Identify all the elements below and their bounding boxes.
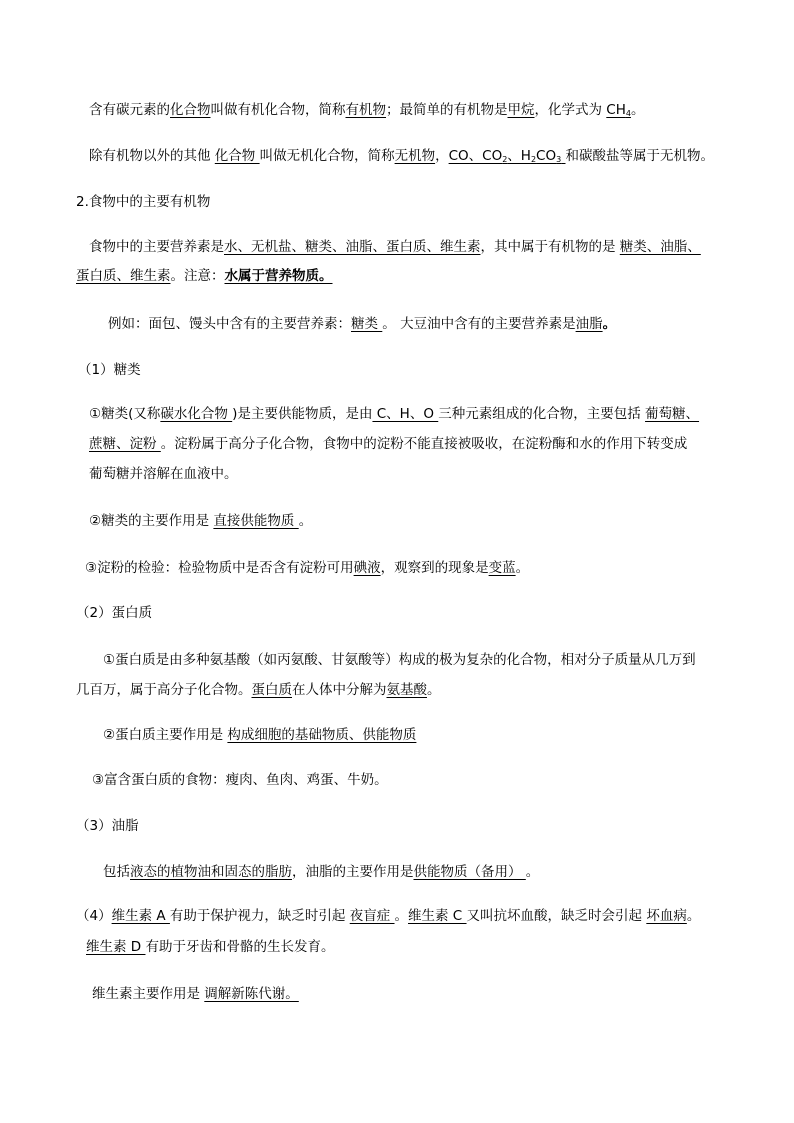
text: 又叫抗坏血酸，缺乏时会引起 bbox=[466, 908, 647, 924]
text: ③淀粉的检验：检验物质中是否含有淀粉可用 bbox=[85, 560, 354, 576]
text: 。 bbox=[427, 682, 441, 698]
text: （4） bbox=[76, 908, 112, 924]
note-bold: 水属于营养物质。 bbox=[224, 268, 333, 284]
text: 三种元素组成的化合物，主要包括 bbox=[438, 406, 646, 422]
paragraph-nutrients bbox=[89, 237, 701, 257]
answer-blank: 化合物 bbox=[214, 148, 260, 164]
text: ，观察到的现象是 bbox=[380, 560, 489, 576]
text: 。 bbox=[394, 908, 409, 924]
text: 。 bbox=[602, 316, 617, 332]
answer-blank: 蛋白质、维生素 bbox=[76, 268, 171, 284]
answer-blank: 水、无机盐、糖类、油脂、蛋白质、维生素 bbox=[224, 239, 481, 255]
answer-blank: 碘液 bbox=[353, 560, 381, 576]
text: 叫做有机化合物，简称 bbox=[210, 102, 346, 118]
text: 。 大豆油中含有的主要营养素是 bbox=[382, 316, 576, 332]
formula-subscript: 3 bbox=[556, 155, 562, 164]
answer-blank: 夜盲症 bbox=[349, 908, 395, 924]
paragraph-protein-3: ③富含蛋白质的食物：瘦肉、鱼肉、鸡蛋、牛奶。 bbox=[92, 772, 388, 788]
text: ；最简单的有机物是 bbox=[386, 102, 508, 118]
formula-text: CH bbox=[606, 102, 626, 118]
formula-ch4 bbox=[606, 102, 631, 118]
text: ①糖类(又称 bbox=[89, 406, 161, 422]
text: )是主要供能物质，是由 bbox=[232, 406, 373, 422]
answer-blank: 油脂 bbox=[575, 316, 603, 332]
text: 有助于牙齿和骨骼的生长发育。 bbox=[145, 939, 335, 955]
text: 食物中的主要营养素是 bbox=[89, 239, 224, 255]
subheading-protein: （2）蛋白质 bbox=[76, 605, 153, 621]
text: 例如：面包、馒头中含有的主要营养素： bbox=[108, 316, 351, 332]
paragraph-fats bbox=[103, 862, 539, 882]
text: ， bbox=[435, 148, 449, 164]
answer-blank: 甲烷 bbox=[507, 102, 535, 118]
answer-blank: 蔗糖、淀粉 bbox=[89, 436, 161, 452]
answer-blank: 碳水化合物 bbox=[160, 406, 233, 422]
text: ，油脂的主要作用是 bbox=[292, 864, 414, 880]
text: 含有碳元素的 bbox=[89, 102, 170, 118]
answer-blank: 糖类、油脂、 bbox=[619, 239, 701, 255]
text: ，化学式为 bbox=[534, 102, 607, 118]
paragraph-sugars-3 bbox=[85, 558, 529, 578]
text: ②蛋白质主要作用是 bbox=[103, 727, 228, 743]
answer-blank: 变蓝 bbox=[488, 560, 516, 576]
formula-subscript: 4 bbox=[625, 109, 631, 118]
answer-blank: 坏血病 bbox=[646, 908, 687, 924]
text: 。淀粉属于高分子化合物，食物中的淀粉不能直接被吸收，在淀粉酶和水的作用下转变成 bbox=[160, 436, 688, 452]
paragraph-protein-1: ①蛋白质是由多种氨基酸（如丙氨酸、甘氨酸等）构成的极为复杂的化合物，相对分子质量从几万到 bbox=[103, 652, 696, 668]
formula-subscript: 2 bbox=[530, 155, 537, 164]
text: 。注意： bbox=[170, 268, 225, 284]
text: 除有机物以外的其他 bbox=[89, 148, 215, 164]
answer-blank: 蛋白质 bbox=[251, 682, 292, 698]
paragraph-vitamins bbox=[76, 906, 700, 926]
text: 几百万，属于高分子化合物。 bbox=[76, 682, 252, 698]
paragraph-vitamins-cont bbox=[86, 937, 334, 957]
answer-blank: 维生素 C bbox=[408, 908, 467, 924]
text: 。 bbox=[298, 513, 313, 529]
text: 。 bbox=[686, 908, 701, 924]
section-heading: 2.食物中的主要有机物 bbox=[76, 194, 211, 210]
text: 。 bbox=[630, 102, 645, 118]
text: 有助于保护视力，缺乏时引起 bbox=[169, 908, 350, 924]
answer-blank: 有机物 bbox=[345, 102, 386, 118]
paragraph-protein-2 bbox=[103, 725, 416, 745]
formula-text: 、H bbox=[507, 148, 531, 164]
formula-subscript: 2 bbox=[502, 155, 508, 164]
answer-blank: 供能物质（备用） bbox=[413, 864, 522, 880]
text: 在人体中分解为 bbox=[292, 682, 387, 698]
answer-blank: C、H、O bbox=[372, 406, 439, 422]
paragraph-nutrients-cont bbox=[76, 266, 333, 286]
answer-blank: 糖类 bbox=[351, 316, 383, 332]
answer-blank: 直接供能物质 bbox=[213, 513, 299, 529]
subheading-fats: （3）油脂 bbox=[76, 818, 139, 834]
text: 包括 bbox=[103, 864, 130, 880]
paragraph-sugars-2 bbox=[89, 511, 312, 531]
answer-blank: 维生素 D bbox=[86, 939, 146, 955]
text: ，其中属于有机物的是 bbox=[480, 239, 620, 255]
paragraph-sugars-1-end: 葡萄糖并溶解在血液中。 bbox=[89, 466, 238, 482]
answer-blank: 葡萄糖、 bbox=[645, 406, 700, 422]
text: 和碳酸盐等属于无机物。 bbox=[565, 148, 714, 164]
paragraph-vitamins-role bbox=[92, 984, 299, 1004]
subheading-sugars: （1）糖类 bbox=[78, 362, 141, 378]
formula-text: CO bbox=[536, 148, 557, 164]
paragraph-example bbox=[108, 314, 616, 334]
text: ②糖类的主要作用是 bbox=[89, 513, 214, 529]
text: 叫做无机化合物，简称 bbox=[259, 148, 395, 164]
paragraph-inorganic-definition bbox=[89, 146, 714, 170]
answer-blank: 维生素 A bbox=[111, 908, 170, 924]
answer-blank: 液态的植物油和固态的脂肪 bbox=[130, 864, 292, 880]
text: 。 bbox=[515, 560, 530, 576]
answer-blank: 无机物 bbox=[394, 148, 436, 164]
paragraph-protein-1-cont bbox=[76, 680, 441, 700]
answer-blank: 调解新陈代谢。 bbox=[204, 986, 299, 1002]
formula-text: CO、CO bbox=[448, 148, 503, 164]
paragraph-sugars-1-cont bbox=[89, 434, 687, 454]
text: 。 bbox=[525, 864, 540, 880]
text: 维生素主要作用是 bbox=[92, 986, 205, 1002]
answer-blank: 氨基酸 bbox=[386, 682, 427, 698]
paragraph-organic-definition bbox=[89, 100, 644, 124]
answer-blank-formulas bbox=[449, 148, 566, 164]
answer-blank: 构成细胞的基础物质、供能物质 bbox=[227, 727, 417, 743]
answer-blank: 化合物 bbox=[170, 102, 211, 118]
paragraph-sugars-1 bbox=[89, 404, 699, 424]
